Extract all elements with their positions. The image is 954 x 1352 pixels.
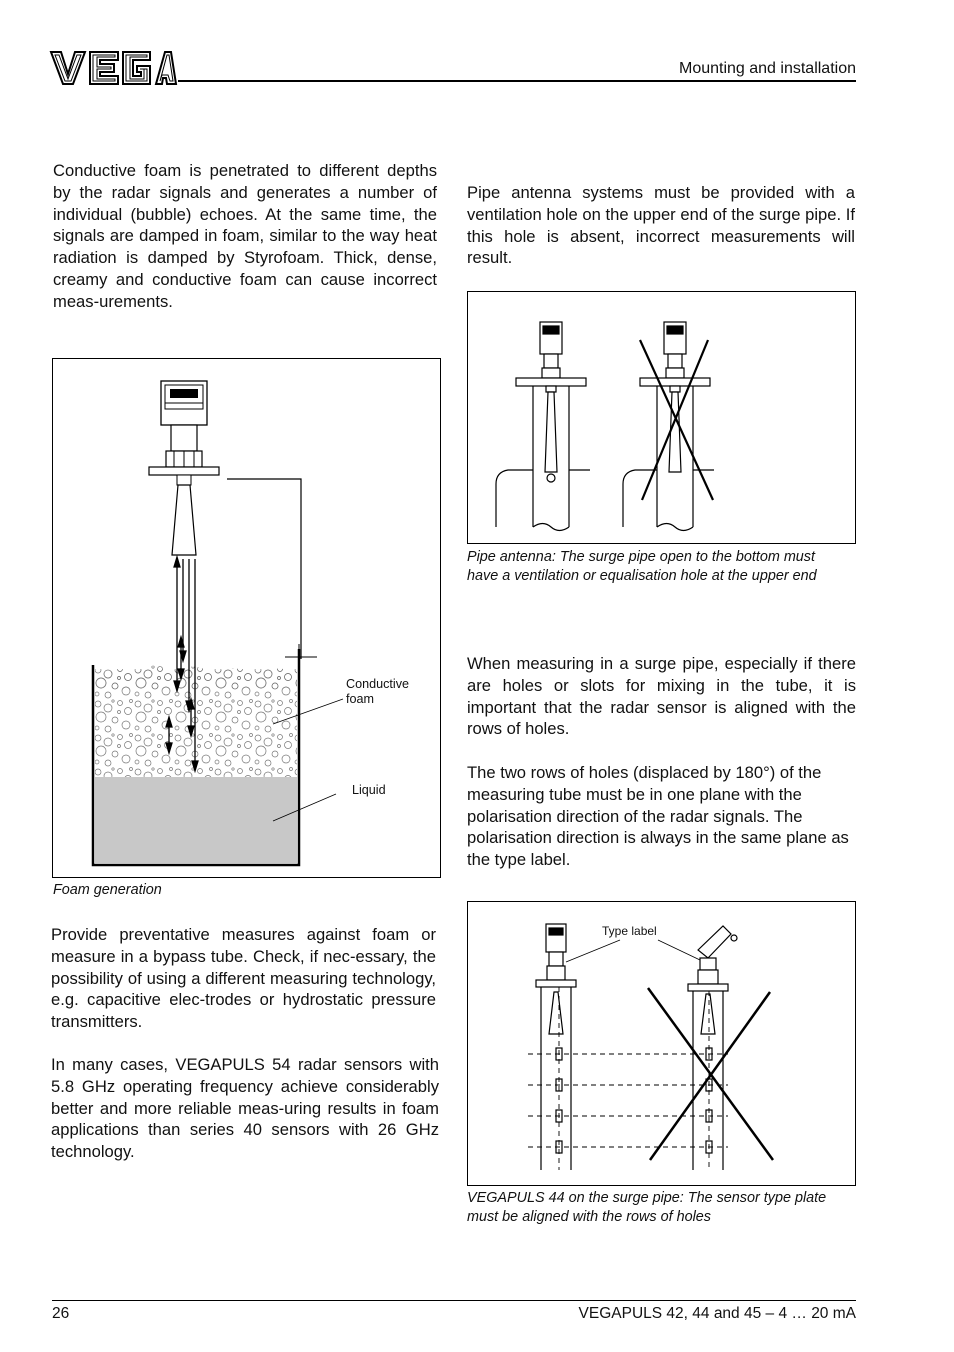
pipe-antenna-figure	[467, 291, 856, 544]
footer-rule	[52, 1300, 856, 1301]
section-title: Mounting and installation	[678, 60, 856, 77]
header-rule	[178, 80, 856, 82]
document-title: VEGAPULS 42, 44 and 45 – 4 … 20 mA	[578, 1305, 856, 1322]
surge-paragraph: When measuring in a surge pipe, especially if there are holes or slots for mixing in the tube, it is important that the radar sensor is aligned with the rows of holes.	[467, 654, 856, 739]
vegapuls54-paragraph: In many cases, VEGAPULS 54 radar sensors with 5.8 GHz operating frequency achieve considerably better and more reliable meas-uring results in foam applications than series 40 sensors with 26 GHz technology.	[51, 1055, 439, 1162]
pipe-caption: Pipe antenna: The surge pipe open to the bottom must have a ventilation or equalisation hole at the upper end	[467, 549, 817, 585]
label-type-label: Type label	[602, 924, 657, 938]
surge-caption: VEGAPULS 44 on the surge pipe: The sensor type plate must be aligned with the rows of holes	[467, 1190, 827, 1226]
label-conductive-foam: Conductive foam	[346, 677, 410, 706]
surge-pipe-figure	[467, 901, 856, 1186]
label-liquid: Liquid	[352, 783, 386, 797]
pipe-antenna-diagram	[468, 292, 857, 545]
vega-logo	[48, 46, 178, 88]
logo-text: VEGA	[48, 46, 51, 47]
foam-caption: Foam generation	[53, 882, 162, 898]
rows-paragraph: The two rows of holes (displaced by 180°) of the measuring tube must be in one plane with the polarisation direction of the radar signals. The polarisation direction is always in the same plane as the type label.	[467, 763, 849, 870]
page-number: 26	[52, 1305, 70, 1322]
pipe-paragraph: Pipe antenna systems must be provided with a ventilation hole on the upper end of the surge pipe. If this hole is absent, incorrect measurements will result.	[467, 183, 855, 268]
foam-paragraph: Conductive foam is penetrated to different depths by the radar signals and generates a number of individual (bubble) echoes. At the same time, the signals are damped in foam, similar to the way heat radiation is damped by Styrofoam. Thick, dense, creamy and conductive foam can cause incorrect meas-urements.	[53, 161, 437, 311]
preventive-paragraph: Provide preventative measures against foam or measure in a bypass tube. Check, if nec-essary, the possibility of using a different measuring technology, e.g. capacitive elec-trodes or hydrostatic pressure transmitters.	[51, 925, 436, 1032]
foam-diagram	[53, 359, 442, 879]
surge-pipe-diagram	[468, 902, 857, 1187]
foam-figure	[52, 358, 441, 878]
